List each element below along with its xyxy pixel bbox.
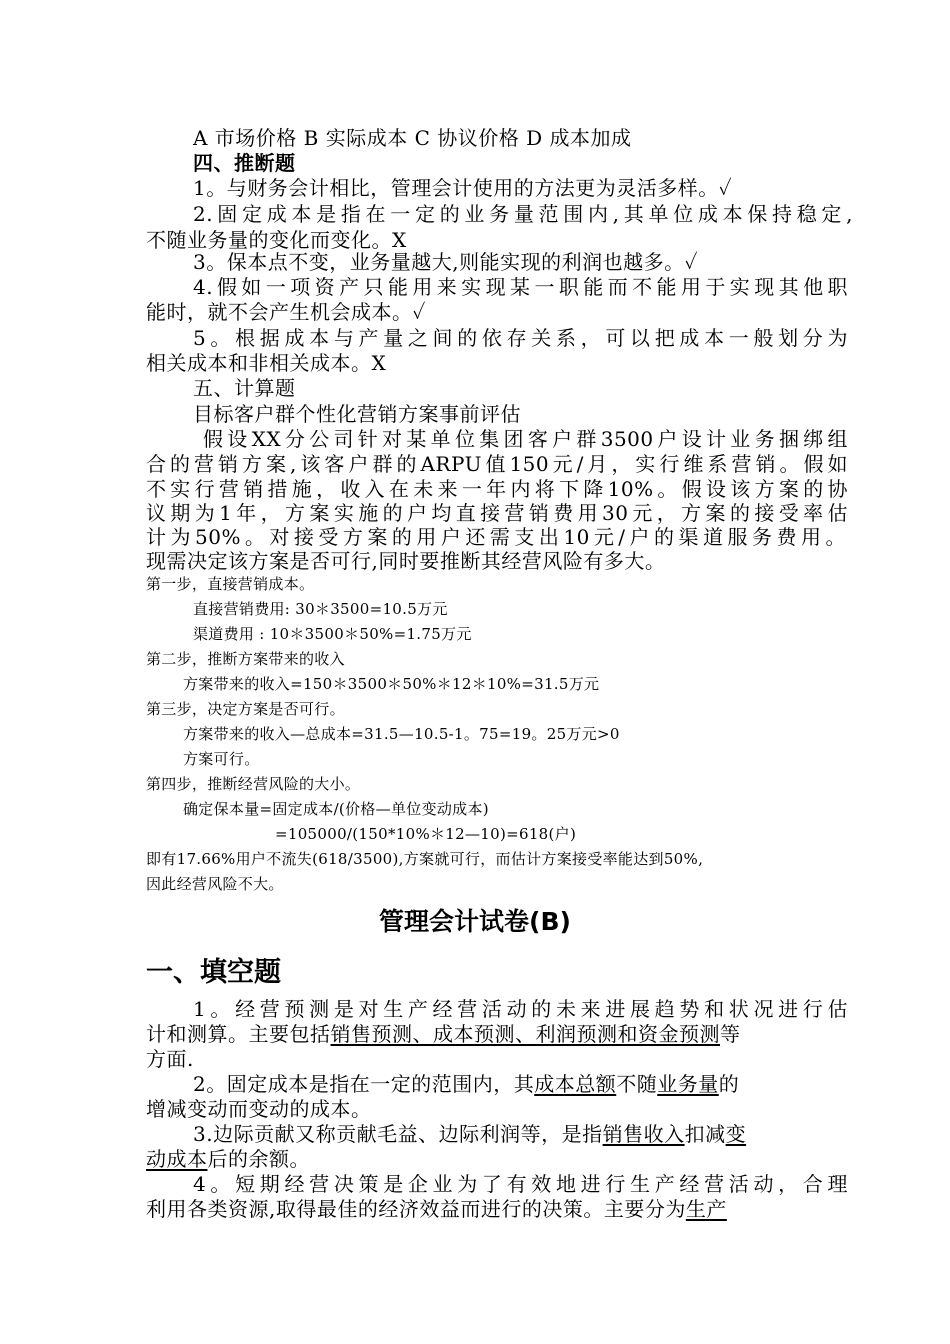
fill-q3-line-2: 动成本后的余额。 bbox=[146, 1147, 310, 1171]
step-2-revenue: 方案带来的收入=150＊3500＊50%＊12＊10%=31.5万元 bbox=[183, 675, 600, 693]
step-3: 第三步，决定方案是否可行。 bbox=[146, 700, 345, 718]
heading-judgment: 四、推断题 bbox=[193, 151, 296, 175]
fill-q4-line-1: 4。短期经营决策是企业为了有效地进行生产经营活动，合理 bbox=[193, 1172, 848, 1196]
exam-title: 管理会计试卷(B) bbox=[379, 907, 571, 936]
judgment-item-2: 2.固定成本是指在一定的业务量范围内,其单位成本保持稳定, bbox=[193, 202, 853, 226]
judgment-item-5-cont: 相关成本和非相关成本。X bbox=[146, 351, 387, 375]
case-line-6: 现需决定该方案是否可行,同时要推断其经营风险有多大。 bbox=[146, 549, 666, 573]
judgment-item-5: 5。根据成本与产量之间的依存关系，可以把成本一般划分为 bbox=[193, 326, 848, 350]
blank-answer: 销售收入 bbox=[602, 1122, 685, 1146]
judgment-item-2-cont: 不随业务量的变化而变化。X bbox=[146, 228, 407, 252]
case-line-2: 合的营销方案,该客户群的ARPU值150元/月，实行维系营销。假如 bbox=[146, 452, 848, 476]
step-4-conclusion-cont: 因此经营风险不大。 bbox=[146, 875, 284, 893]
blank-answer: 生产 bbox=[685, 1197, 727, 1221]
fill-q1-line-2: 计和测算。主要包括销售预测、成本预测、利润预测和资金预测等 bbox=[146, 1022, 741, 1046]
heading-fill-blank: 一、填空题 bbox=[146, 957, 281, 988]
case-title: 目标客户群个性化营销方案事前评估 bbox=[193, 402, 521, 426]
step-1-channel-cost: 渠道费用 : 10＊3500＊50%=1.75万元 bbox=[193, 625, 472, 643]
step-1: 第一步，直接营销成本。 bbox=[146, 575, 315, 593]
blank-answer: 动成本 bbox=[146, 1147, 208, 1171]
fill-q2-line-1: 2。固定成本是指在一定的范围内，其成本总额不随业务量的 bbox=[193, 1072, 740, 1096]
heading-calculation: 五、计算题 bbox=[193, 376, 296, 400]
judgment-item-3: 3。保本点不变，业务量越大,则能实现的利润也越多。✓ bbox=[193, 250, 698, 274]
judgment-item-4-cont: 能时，就不会产生机会成本。✓ bbox=[146, 300, 426, 324]
case-line-3: 不实行营销措施，收入在未来一年内将下降10%。假设该方案的协 bbox=[146, 477, 848, 501]
fill-q4-line-2: 利用各类资源,取得最佳的经济效益而进行的决策。主要分为生产 bbox=[146, 1197, 727, 1221]
case-line-4: 议期为1年，方案实施的户均直接营销费用30元，方案的接受率估 bbox=[146, 501, 848, 525]
step-1-direct-cost: 直接营销费用: 30＊3500=10.5万元 bbox=[193, 600, 448, 618]
blank-answer: 成本总额 bbox=[534, 1072, 617, 1096]
fill-q1-line-1: 1。经营预测是对生产经营活动的未来进展趋势和状况进行估 bbox=[193, 997, 848, 1021]
case-line-1: 假设XX分公司针对某单位集团客户群3500户设计业务捆绑组 bbox=[203, 427, 848, 451]
case-line-5: 计为50%。对接受方案的用户还需支出10元/户的渠道服务费用。 bbox=[146, 525, 846, 549]
step-4: 第四步，推断经营风险的大小。 bbox=[146, 775, 361, 793]
step-4-conclusion: 即有17.66%用户不流失(618/3500),方案就可行，而估计方案接受率能达到50%, bbox=[146, 850, 704, 868]
judgment-item-4: 4.假如一项资产只能用来实现某一职能而不能用于实现其他职 bbox=[193, 275, 848, 299]
step-3-calc: 方案带来的收入—总成本=31.5—10.5-1。75=19。25万元>0 bbox=[183, 725, 620, 743]
step-4-formula: 确定保本量=固定成本/(价格—单位变动成本) bbox=[183, 800, 489, 818]
step-3-result: 方案可行。 bbox=[183, 750, 260, 768]
options-line: A 市场价格 B 实际成本 C 协议价格 D 成本加成 bbox=[193, 126, 632, 150]
blank-answer: 销售预测、成本预测、利润预测和资金预测 bbox=[330, 1022, 720, 1046]
fill-q3-line-1: 3.边际贡献又称贡献毛益、边际利润等，是指销售收入扣减变 bbox=[193, 1122, 747, 1146]
step-4-calc: =105000/(150*10%＊12—10)=618(户) bbox=[275, 825, 577, 843]
judgment-item-1: 1。与财务会计相比，管理会计使用的方法更为灵活多样。✓ bbox=[193, 176, 733, 200]
step-2: 第二步，推断方案带来的收入 bbox=[146, 650, 345, 668]
fill-q2-line-2: 增减变动而变动的成本。 bbox=[146, 1097, 372, 1121]
fill-q1-line-3: 方面. bbox=[146, 1047, 194, 1071]
blank-answer: 业务量 bbox=[657, 1072, 719, 1096]
blank-answer: 变 bbox=[725, 1122, 747, 1146]
